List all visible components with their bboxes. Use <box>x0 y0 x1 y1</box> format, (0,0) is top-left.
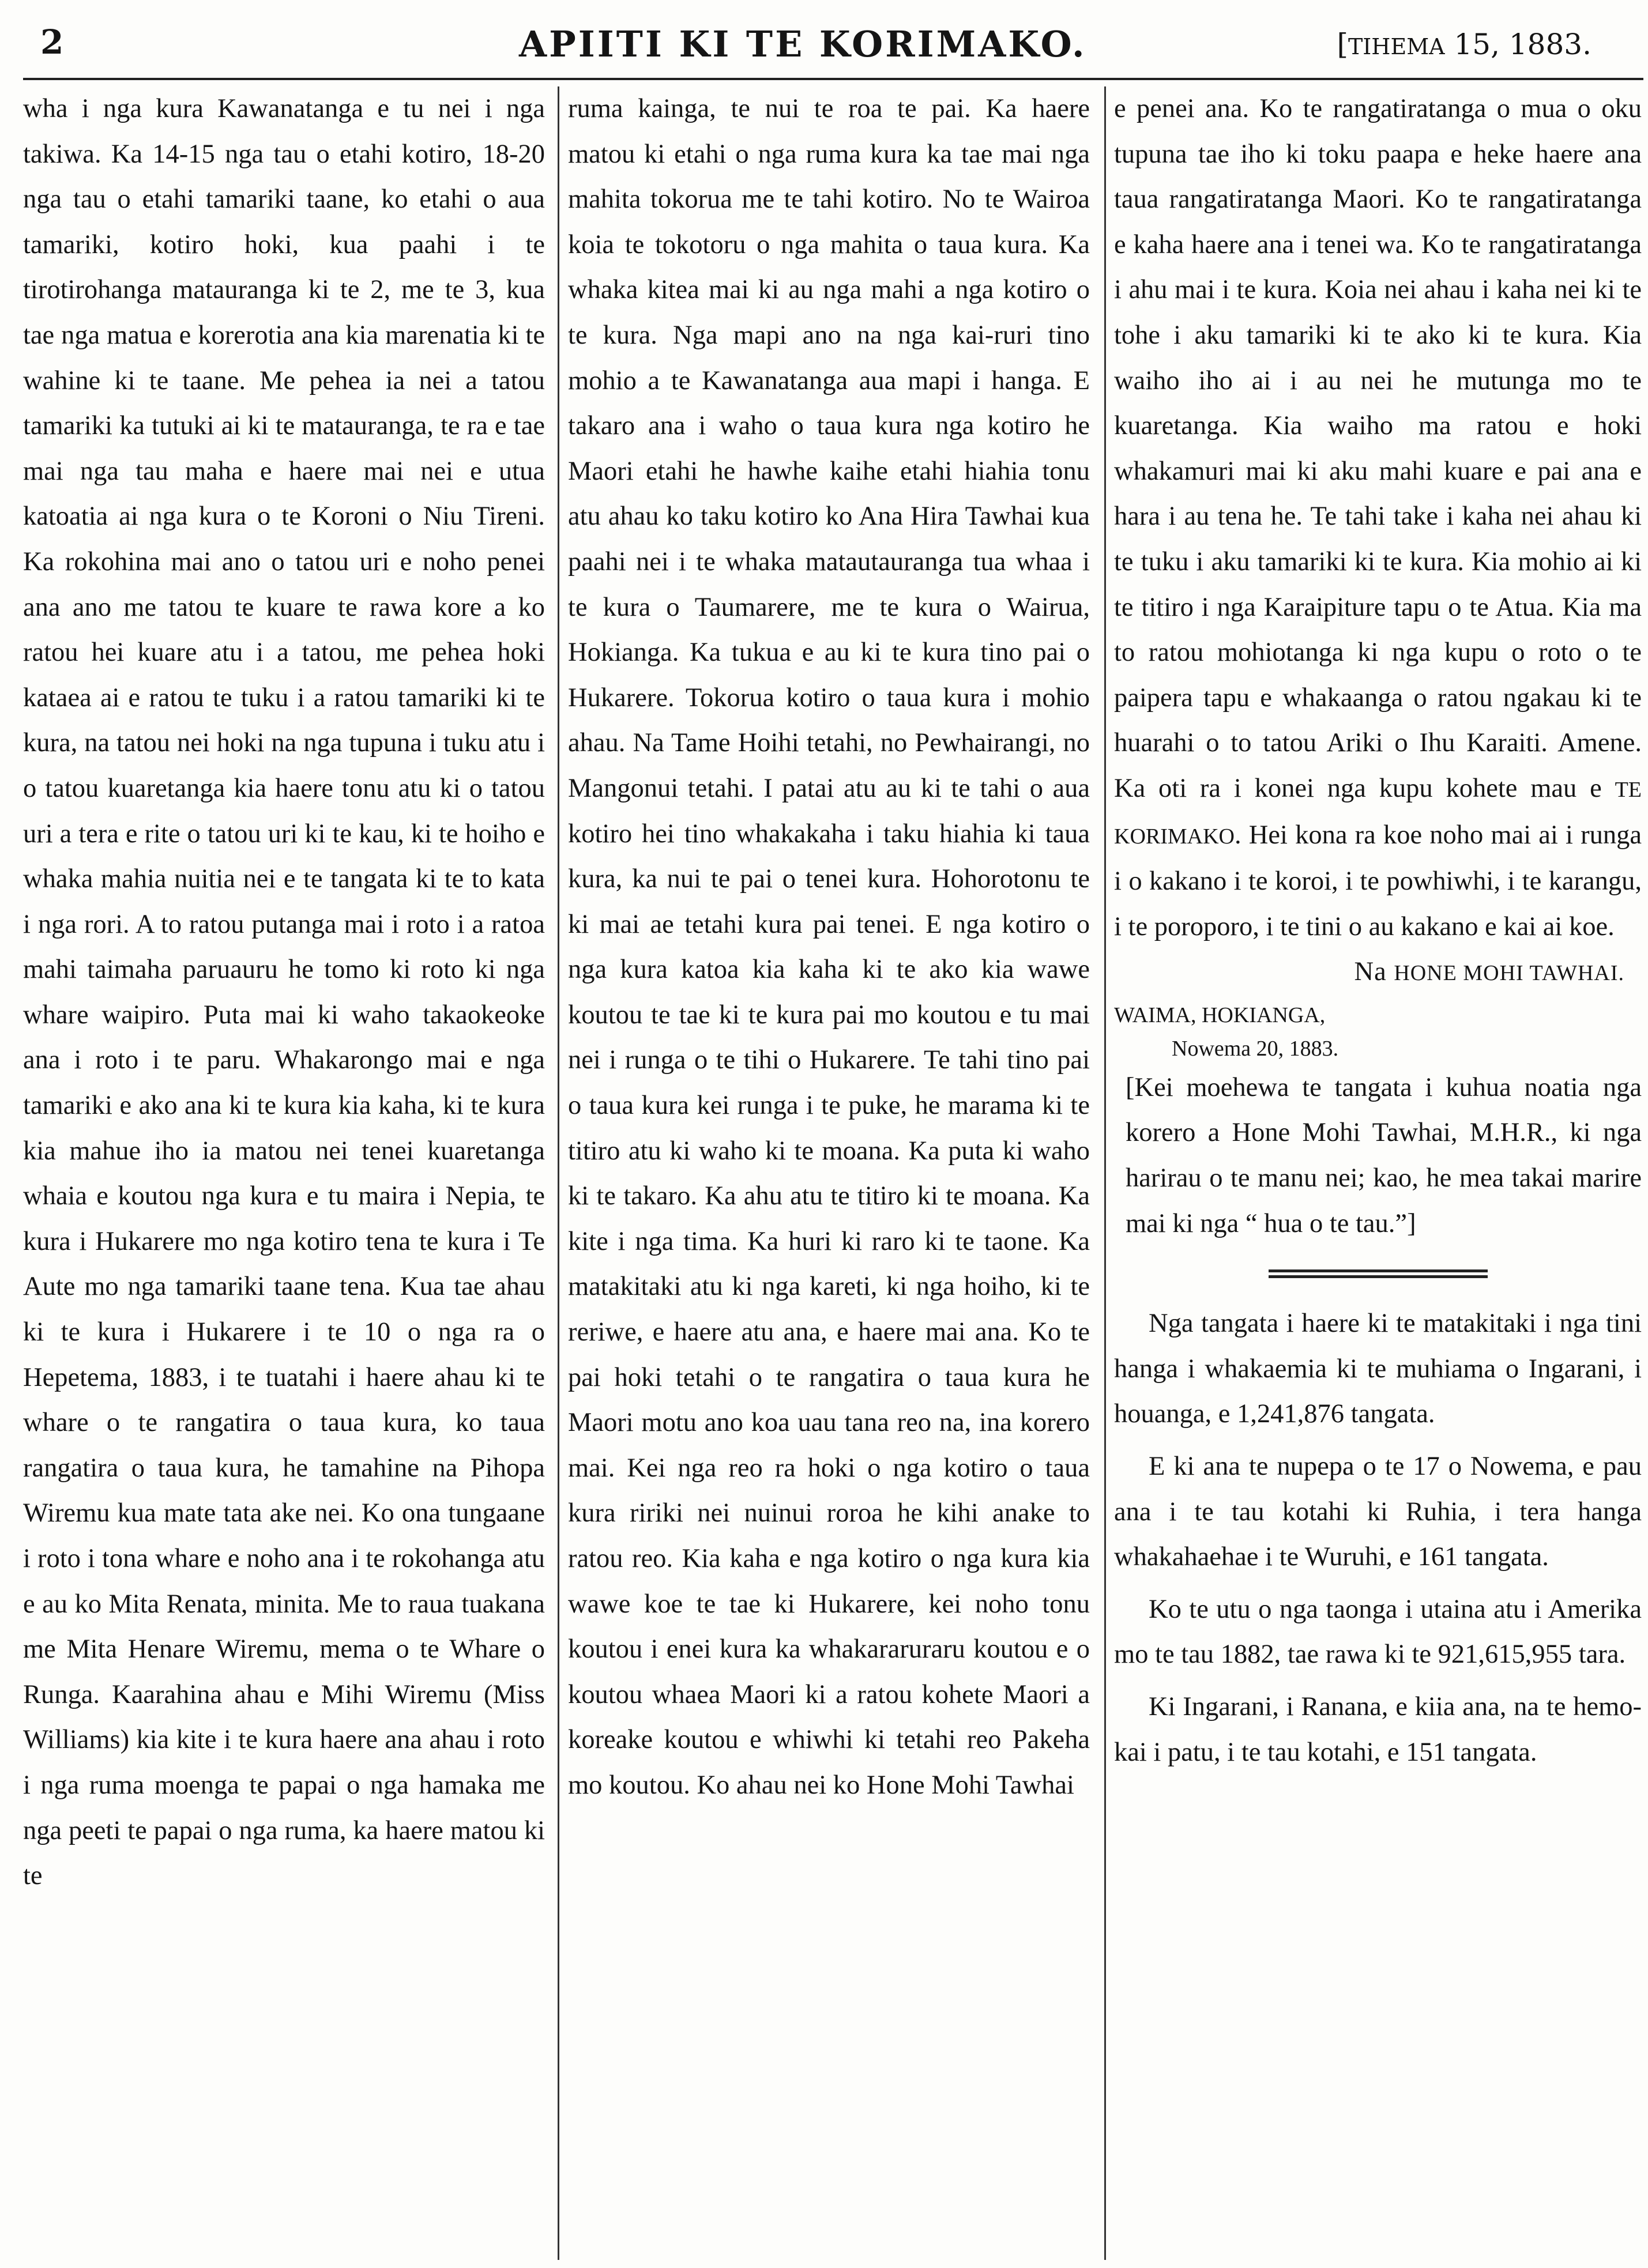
editor-note: [Kei moehewa te tangata i kuhua noatia nga korero a Hone Mohi Tawhai, M.H.R., ki nga harirau o te manu nei; kao, he mea takai marire mai ki nga “ hua o te tau.”] <box>1126 1072 1642 1238</box>
column-1-text: wha i nga kura Kawanatanga e tu nei i nga takiwa. Ka 14-15 nga tau o etahi kotiro, 18-20 nga tau o etahi tamariki taane, ko etahi o aua tamariki, kotiro hoki, kua paahi i te tirotirohanga matauranga ki te 2, me te 3, kua tae nga matua e korerotia ana kia marenatia ki te wahine ki te taane. Me pehea ia nei a tatou tamariki ka tutuki ai ki te matauranga, te ra e tae mai nga tau maha e haere mai nei e utua katoatia ai nga kura o te Koroni o Niu Tireni. Ka rokohina mai ano o tatou uri e noho penei ana ano me tatou te kuare te rawa kore a ko ratou hei kuare atu i a tatou, me pehea hoki kataea ai e ratou te tuku i a ratou tamariki ki te kura, na tatou nei hoki na nga tupuna i tuku atu i o tatou kuaretanga kia haere tonu atu ki o tatou uri a tera e rite o tatou uri ki te kau, ki te hoiho e whaka mahia nuitia nei e te tangata ki te to kata i nga rori. A to ratou putanga mai i roto i a ratoa mahi taimaha paruauru he tomo ki roto ki nga whare waipiro. Puta mai ki waho takaokeoke ana i roto i te paru. Whakarongo mai e nga tamariki e ako ana ki te kura kia kaha, ki te kura kia mahue iho ia matou nei tenei kuaretanga whaia e koutou nga kura e tu maira i Nepia, te kura i Hukarere mo nga kotiro tena te kura i Te Aute mo nga tamariki taane tena. Kua tae ahau ki te kura i Hukarere i te 10 o nga ra o Hepetema, 1883, i te tuatahi i haere ahau ki te whare o te rangatira o taua kura, ko taua rangatira o taua kura, he tamahine na Pihopa Wiremu kua mate tata ake nei. Ko ona tungaane i roto i tona whare e noho ana i te rokohanga atu e au ko Mita Renata, minita. Me to raua tuakana me Mita Henare Wiremu, mema o te Whare o Runga. Kaarahina ahau e Mihi Wiremu (Miss Williams) kia kite i te kura haere ana ahau i roto i nga ruma moenga te papai o nga hamaka me nga peeti te papai o nga ruma, ka haere matou ki te <box>23 94 545 1891</box>
korimako-smallcaps: TE KORIMAKO <box>1114 777 1642 849</box>
newspaper-title: APIITI KI TE KORIMAKO. <box>519 23 1087 65</box>
news-item: Nga tangata i haere ki te matakitaki i nga tini hanga i whakaemia ki te muhiama o Ingarani, i houanga, e 1,241,876 tangata. <box>1114 1309 1642 1429</box>
column-3 <box>1114 86 1642 1782</box>
section-divider <box>1269 1269 1488 1278</box>
date-rest: 15, 1883. <box>1444 28 1591 61</box>
column-1 <box>23 86 545 1899</box>
news-item: Ko te utu o nga taonga i utaina atu i Amerika mo te tau 1882, tae rawa ki te 921,615,955 tara. <box>1114 1594 1642 1670</box>
column-divider-1 <box>558 86 559 2260</box>
letter-text-before: e penei ana. Ko te rangatiratanga o mua o oku tupuna tae iho ki toku paapa e heke haere ana taua rangatiratanga Maori. Ko te rangatiratanga e kaha haere ana i tenei wa. Ko te rangatiratanga i ahu mai i te kura. Koia nei ahau i kaha nei ki te tohe i aku tamariki ki te ako ki te kura. Kia waiho iho ai i au nei he mutunga mo te kuaretanga. Kia waiho ma ratou e hoki whakamuri mai ki aku mahi kuare e pai ana e hara i au tena he. Te tahi take i kaha nei ahau ki te tuku i aku tamariki ki te kura. Kia mohio ai ki te titiro i nga Karaipiture tapu o te Atua. Kia ma to ratou mohiotanga ki nga kupu o roto o te paipera tapu e whakaanga o ratou ngakau ki te huarahi o to tatou Ariki o Ihu Karaiti. Amene. Ka oti ra i konei nga kupu kohete mau e <box>1114 94 1642 803</box>
signature-name: HONE MOHI TAWHAI. <box>1394 961 1624 986</box>
dateline-place: WAIMA, HOKIANGA, <box>1114 1003 1326 1027</box>
signature <box>1114 950 1642 996</box>
date-bracket: [ <box>1337 28 1348 61</box>
page-number: 2 <box>40 22 64 62</box>
date-month: TIHEMA <box>1348 34 1445 59</box>
dateline-date: Nowema 20, 1883. <box>1172 1036 1339 1061</box>
letter-text-after: . Hei kona ra koe noho mai ai i runga i o kakano i te koroi, i te powhiwhi, i te karangu, i te poroporo, i te tini o au kakano e kai ai koe. <box>1114 820 1642 941</box>
news-item: E ki ana te nupepa o te 17 o Nowema, e pau ana i te tau kotahi ki Ruhia, i tera hanga whakahaehae i te Wuruhi, e 161 tangata. <box>1114 1452 1642 1572</box>
header-rule <box>23 78 1643 80</box>
column-2 <box>568 86 1090 1809</box>
news-items <box>1114 1301 1642 1775</box>
column-2-text: ruma kainga, te nui te roa te pai. Ka haere matou ki etahi o nga ruma kura ka tae mai nga mahita tokorua me te tahi kotiro. No te Wairoa koia te tokotoru o nga mahita o taua kura. Ka whaka kitea mai ki au nga mahi a nga kotiro o te kura. Nga mapi ano na nga kai-ruri tino mohio a te Kawanatanga aua mapi i hanga. E takaro ana i waho o taua kura nga kotiro he Maori etahi he hawhe kaihe etahi hiahia tonu atu ahau ko taku kotiro ko Ana Hira Tawhai kua paahi nei i te whaka matautauranga tua whaa i te kura o Taumarere, me te kura o Wairua, Hokianga. Ka tukua e au ki te kura tino pai o Hukarere. Tokorua kotiro o taua kura i mohio ahau. Na Tame Hoihi tetahi, no Pewhairangi, no Mangonui tetahi. I patai atu au ki te tahi o aua kotiro hei tino whakakaha i taku hiahia ki taua kura, ka nui te pai o tenei kura. Hohorotonu te ki mai ae tetahi kura pai tenei. E nga kotiro o nga kura katoa kia kaha ki te ako kia wawe koutou te tae ki te kura pai mo koutou e tu mai nei i runga o te tihi o Hukarere. Te tahi tino pai o taua kura kei runga i te puke, he marama ki te titiro atu ki waho ki te moana. Ka puta ki waho ki te takaro. Ka ahu atu te titiro ki te moana. Ka kite i nga tima. Ka huri ki raro ki te taone. Ka matakitaki atu ki nga kareti, ki nga hoiho, ki te reriwe, e haere atu ana, e haere mai ana. Ko te pai hoki tetahi o te rangatira o taua kura he Maori motu ano koa uau tana reo na, ina korero mai. Kei nga reo ra hoki o nga kotiro o taua kura ririki nei nuinui roroa he kihi anake to ratou reo. Kia kaha e nga kotiro o nga kura kia wawe koe te tae ki Hukarere, kei noho tonu koutou i enei kura ka whakararuraru koutou e o koutou whaea Maori ki a ratou kohete Maori a koreake koutou e whiwhi ki tetahi reo Pakeha mo koutou. Ko ahau nei ko Hone Mohi Tawhai <box>568 94 1090 1800</box>
dateline <box>1114 999 1642 1065</box>
column-divider-2 <box>1104 86 1106 2260</box>
news-item: Ki Ingarani, i Ranana, e kiia ana, na te hemo-kai i patu, i te tau kotahi, e 151 tangata. <box>1114 1692 1642 1767</box>
issue-date <box>1337 28 1591 61</box>
page-header <box>40 10 1597 74</box>
letter-conclusion <box>1114 86 1642 950</box>
signature-prefix: Na <box>1354 957 1394 987</box>
